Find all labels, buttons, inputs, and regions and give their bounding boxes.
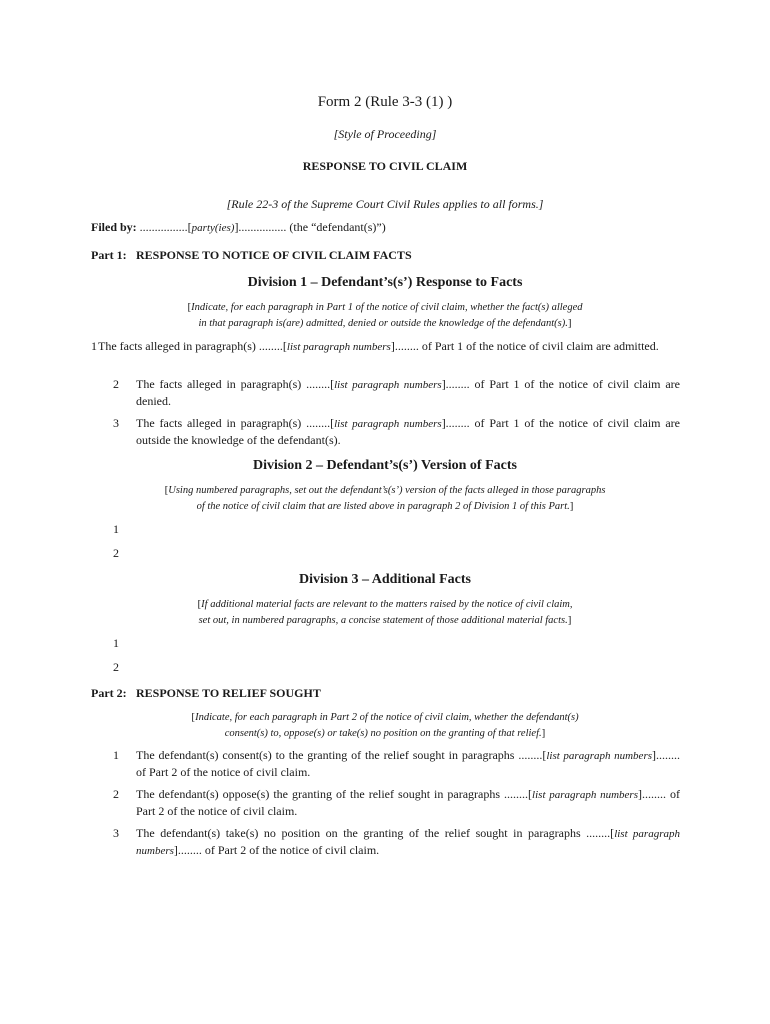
d2-item-1-number: 1	[113, 522, 119, 536]
form-title: Form 2 (Rule 3-3 (1) )	[317, 94, 453, 110]
style-of-proceeding: [Style of Proceeding]	[333, 127, 437, 141]
division1-instruction-line1: [Indicate, for each paragraph in Part 1 of the notice of civil claim, whether the fact(s) alleged	[187, 301, 583, 313]
division3-instruction-line1: [If additional material facts are relevant to the matters raised by the notice of civil claim,	[197, 598, 573, 610]
document-title: RESPONSE TO CIVIL CLAIM	[302, 159, 468, 173]
d2-item-2-number: 2	[113, 546, 119, 560]
filed-by-line	[91, 220, 386, 235]
part2-instruction-line1: [Indicate, for each paragraph in Part 2 of the notice of civil claim, whether the defendant(s)	[191, 711, 579, 723]
p2-item-1-number: 1	[113, 748, 119, 762]
p2-item-3-text: The defendant(s) take(s) no position on the granting of the relief sought in paragraphs ........[list paragraph numbers]........ of Part 2 of the notice of civil claim.	[136, 826, 680, 857]
filed-by-dots: ................[	[136, 220, 192, 234]
p2-item-2-number: 2	[113, 787, 119, 801]
division3-title: Division 3 – Additional Facts	[299, 572, 471, 587]
part2-instruction-line2: consent(s) to, oppose(s) or take(s) no position on the granting of that relief.]	[224, 727, 546, 739]
d1-item-2-text: The facts alleged in paragraph(s) ........[list paragraph numbers]........ of Part 1 of the notice of civil claim are denied.	[136, 377, 680, 408]
part1-label: Part 1:	[91, 248, 127, 262]
filed-by-party: party(ies)	[191, 222, 235, 234]
d1-item-3-number: 3	[113, 416, 119, 430]
division2-instruction-line1: [Using numbered paragraphs, set out the defendant’s(s’) version of the facts alleged in those paragraphs	[164, 484, 606, 496]
d3-item-2-number: 2	[113, 660, 119, 674]
division2-title: Division 2 – Defendant’s(s’) Version of Facts	[253, 458, 517, 473]
part1-title: RESPONSE TO NOTICE OF CIVIL CLAIM FACTS	[136, 248, 412, 262]
p2-item-3-number: 3	[113, 826, 119, 840]
filed-by-rest: ]................ (the “defendant(s)”)	[234, 220, 386, 234]
d1-item-3-text: The facts alleged in paragraph(s) ........[list paragraph numbers]........ of Part 1 of the notice of civil claim are outside the knowledge of the defendant(s).	[136, 416, 680, 447]
filed-by-label: Filed by:	[91, 220, 137, 234]
division3-instruction-line2: set out, in numbered paragraphs, a concise statement of those additional material facts.]	[198, 614, 572, 626]
p2-item-1-text: The defendant(s) consent(s) to the granting of the relief sought in paragraphs ........[list paragraph numbers]........ of Part 2 of the notice of civil claim.	[136, 748, 681, 779]
d1-item-1-text: The facts alleged in paragraph(s) ........[list paragraph numbers]........ of Part 1 of the notice of civil claim are admitted.	[98, 339, 659, 353]
d3-item-1-number: 1	[113, 636, 119, 650]
division1-title: Division 1 – Defendant’s(s’) Response to Facts	[247, 275, 523, 290]
rule-note: [Rule 22-3 of the Supreme Court Civil Rules applies to all forms.]	[226, 197, 544, 211]
p2-item-2-text: The defendant(s) oppose(s) the granting of the relief sought in paragraphs ........[list paragraph numbers]........ of Part 2 of the notice of civil claim.	[136, 787, 680, 818]
division1-instruction-line2: in that paragraph is(are) admitted, denied or outside the knowledge of the defendant(s).]	[198, 317, 572, 329]
part2-title: RESPONSE TO RELIEF SOUGHT	[136, 686, 321, 700]
d1-item-2-number: 2	[113, 377, 119, 391]
part2-label: Part 2:	[91, 686, 127, 700]
division2-instruction-line2: of the notice of civil claim that are listed above in paragraph 2 of Division 1 of this Part.]	[196, 500, 574, 512]
d1-item-1-number: 1	[91, 339, 97, 353]
